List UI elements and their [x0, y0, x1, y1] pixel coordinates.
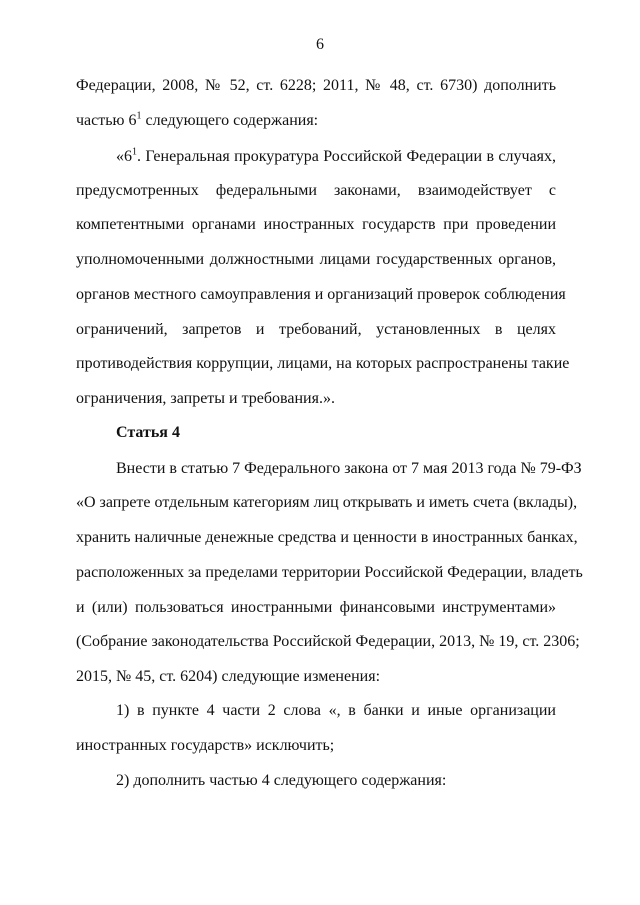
text-line: 1) в пункте 4 части 2 слова «, в банки и иные организации: [116, 702, 556, 719]
text-line: противодействия коррупции, лицами, на которых распространены такие: [76, 355, 570, 372]
text-line: «О запрете отдельным категориям лиц открывать и иметь счета (вклады),: [76, 494, 578, 511]
page-number: 6: [316, 36, 324, 53]
superscript: 1: [136, 110, 142, 122]
text-fragment: частью 6: [76, 112, 137, 129]
text-line: 2015, № 45, ст. 6204) следующие изменения:: [76, 668, 381, 685]
article-heading: Статья 4: [116, 424, 180, 441]
text-line: уполномоченными должностными лицами государственных органов,: [76, 251, 556, 268]
text-line: и (или) пользоваться иностранными финансовыми инструментами»: [76, 599, 556, 616]
text-line: Федерации, 2008, № 52, ст. 6228; 2011, № 48, ст. 6730) дополнить: [76, 77, 556, 94]
text-line: Внести в статью 7 Федерального закона от 7 мая 2013 года № 79-ФЗ: [116, 460, 582, 477]
text-line: органов местного самоуправления и организаций проверок соблюдения: [76, 286, 566, 303]
text-fragment: следующего содержания:: [141, 112, 319, 129]
text-line: ограничений, запретов и требований, установленных в целях: [76, 321, 556, 338]
text-line: хранить наличные денежные средства и ценности в иностранных банках,: [76, 529, 578, 546]
text-line: иностранных государств» исключить;: [76, 737, 335, 754]
text-line: ограничения, запреты и требования.».: [76, 390, 335, 407]
text-line: 2) дополнить частью 4 следующего содержания:: [116, 772, 447, 789]
text-line: расположенных за пределами территории Российской Федерации, владеть: [76, 564, 583, 581]
text-fragment: «6: [116, 148, 132, 165]
superscript: 1: [132, 146, 137, 158]
text-line: [116, 147, 556, 167]
text-line: (Собрание законодательства Российской Федерации, 2013, № 19, ст. 2306;: [76, 633, 580, 650]
text-fragment: . Генеральная прокуратура Российской Федерации в случаях,: [137, 148, 556, 165]
text-line: компетентными органами иностранных государств при проведении: [76, 216, 556, 233]
text-line: предусмотренных федеральными законами, взаимодействует с: [76, 182, 556, 199]
text-line: [76, 111, 318, 131]
